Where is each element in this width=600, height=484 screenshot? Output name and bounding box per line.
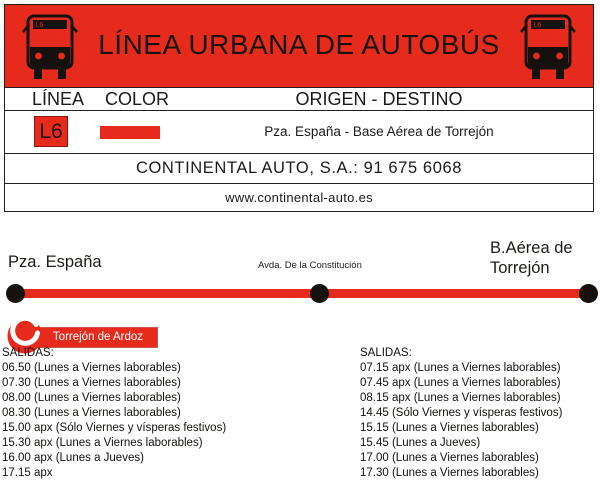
table-row-operator [5, 154, 593, 184]
departure-time: 08.00 (Lunes a Viernes laborables) [2, 392, 181, 404]
route-line [10, 289, 595, 298]
departure-time: 17.15 apx [2, 467, 53, 479]
line-badge: L6 [34, 116, 68, 147]
stop-label-origin: Pza. España [8, 253, 102, 271]
departure-time: 07.30 (Lunes a Viernes laborables) [2, 377, 181, 389]
table-row-website [5, 184, 593, 210]
col-header-color: COLOR [104, 89, 169, 109]
departure-time: 15.15 (Lunes a Viernes laborables) [360, 422, 539, 434]
stop-label-destination [490, 238, 573, 278]
departures-column-right [360, 346, 562, 481]
bus-sign-text: L6 [533, 22, 542, 30]
stop-label-destination-line1: B.Aérea de [490, 239, 573, 257]
departure-time: 06.50 (Lunes a Viernes laborables) [2, 362, 181, 374]
departure-time: 08.15 apx (Lunes a Viernes laborables) [360, 392, 561, 404]
bus-icon [19, 11, 81, 83]
line-info-table [4, 87, 594, 212]
departure-time: 14.45 (Sólo Viernes y vísperas festivos) [360, 407, 563, 419]
table-header-row [5, 88, 593, 111]
salidas-title: SALIDAS: [360, 347, 412, 359]
departures-column-left [2, 346, 226, 481]
col-header-linea: LÍNEA [31, 89, 85, 109]
departure-time: 15.45 (Lunes a Jueves) [360, 437, 481, 449]
bus-icon [517, 11, 579, 83]
departure-time: 08.30 (Lunes a Viernes laborables) [2, 407, 181, 419]
stop-label-destination-line2: Torrejón [490, 259, 550, 277]
departure-time: 07.15 apx (Lunes a Viernes laborables) [360, 362, 561, 374]
departure-time: 15.00 apx (Sólo Viernes y vísperas festivos) [2, 422, 227, 434]
col-header-origen-destino: ORIGEN - DESTINO [295, 89, 463, 109]
stop-dot-origin [6, 284, 25, 303]
stop-label-middle: Avda. De la Constitución [258, 260, 362, 271]
operator-info: CONTINENTAL AUTO, S.A.: 91 675 6068 [135, 159, 463, 177]
departure-time: 15.30 apx (Lunes a Viernes laborables) [2, 437, 203, 449]
website-text: www.continental-auto.es [225, 189, 373, 205]
bus-sign-text: L6 [35, 22, 44, 30]
stop-dot-middle [310, 284, 329, 303]
salidas-title: SALIDAS: [2, 347, 54, 359]
line-route-text: Pza. España - Base Aérea de Torrejón [264, 124, 494, 139]
departure-time: 17.00 (Lunes a Viernes laborables) [360, 452, 539, 464]
page-title: LÍNEA URBANA DE AUTOBÚS [98, 29, 500, 60]
header-banner [4, 4, 594, 88]
departure-time: 07.45 apx (Lunes a Viernes laborables) [360, 377, 561, 389]
departure-time: 17.30 (Lunes a Viernes laborables) [360, 467, 539, 479]
table-row-line [5, 111, 593, 154]
line-color-swatch [100, 126, 160, 139]
torrejon-logo-banner: Torrejón de Ardoz [38, 327, 158, 348]
stop-dot-destination [579, 284, 598, 303]
departure-time: 16.00 apx (Lunes a Jueves) [2, 452, 144, 464]
